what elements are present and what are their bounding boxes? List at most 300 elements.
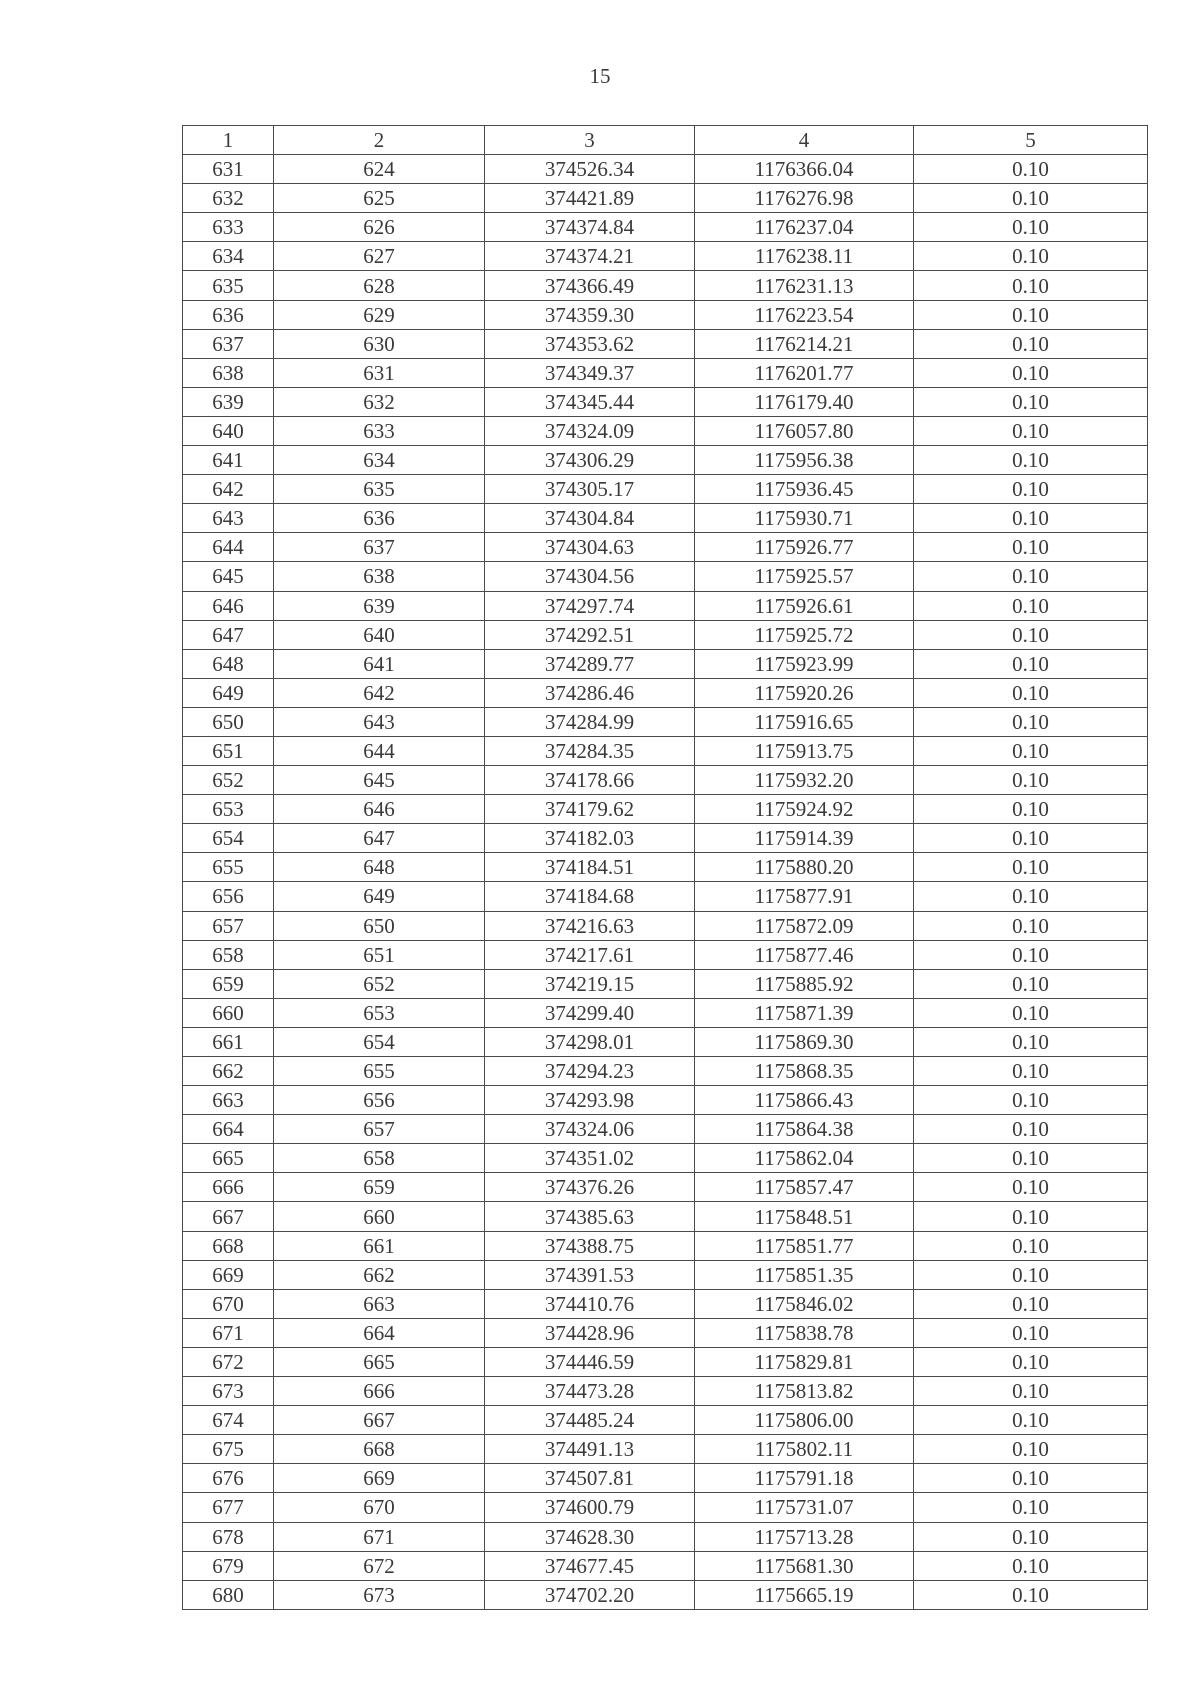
table-cell: 646 [274,795,485,824]
table-cell: 0.10 [914,562,1148,591]
table-cell: 1176179.40 [695,387,914,416]
table-cell: 679 [183,1551,274,1580]
table-row [183,184,1148,213]
table-cell: 659 [274,1173,485,1202]
table-cell: 1175846.02 [695,1289,914,1318]
table-cell: 1175936.45 [695,475,914,504]
table-row [183,1406,1148,1435]
table-cell: 0.10 [914,649,1148,678]
table-cell: 1175877.91 [695,882,914,911]
table-cell: 673 [274,1580,485,1609]
table-cell: 0.10 [914,1377,1148,1406]
table-cell: 637 [183,329,274,358]
table-row [183,1173,1148,1202]
table-cell: 0.10 [914,1406,1148,1435]
table-cell: 0.10 [914,678,1148,707]
table-cell: 664 [183,1115,274,1144]
table-cell: 651 [274,940,485,969]
table-row [183,329,1148,358]
table-cell: 0.10 [914,533,1148,562]
column-header: 5 [914,126,1148,155]
table-cell: 1175864.38 [695,1115,914,1144]
table-cell: 639 [183,387,274,416]
table-cell: 0.10 [914,736,1148,765]
table-cell: 641 [274,649,485,678]
table-cell: 374353.62 [485,329,695,358]
table-cell: 1176237.04 [695,213,914,242]
table-cell: 671 [274,1522,485,1551]
table-cell: 374507.81 [485,1464,695,1493]
table-cell: 1175872.09 [695,911,914,940]
table-cell: 669 [274,1464,485,1493]
table-cell: 661 [274,1231,485,1260]
table-cell: 1175806.00 [695,1406,914,1435]
table-cell: 374376.26 [485,1173,695,1202]
table-cell: 1176238.11 [695,242,914,271]
table-cell: 627 [274,242,485,271]
table-cell: 374298.01 [485,1027,695,1056]
table-cell: 0.10 [914,1464,1148,1493]
table-cell: 632 [183,184,274,213]
table-row [183,998,1148,1027]
table-row [183,1551,1148,1580]
table-row [183,1493,1148,1522]
table-cell: 1175829.81 [695,1347,914,1376]
table-cell: 668 [183,1231,274,1260]
table-cell: 638 [274,562,485,591]
table-cell: 1175838.78 [695,1318,914,1347]
table-row [183,562,1148,591]
coordinates-table-body [183,126,1148,1610]
table-cell: 663 [274,1289,485,1318]
table-cell: 0.10 [914,300,1148,329]
table-cell: 0.10 [914,184,1148,213]
table-row [183,271,1148,300]
table-cell: 374284.35 [485,736,695,765]
table-cell: 1175813.82 [695,1377,914,1406]
table-cell: 673 [183,1377,274,1406]
table-row [183,416,1148,445]
table-cell: 1175851.77 [695,1231,914,1260]
table-cell: 630 [274,329,485,358]
table-cell: 0.10 [914,620,1148,649]
table-cell: 0.10 [914,1202,1148,1231]
table-cell: 374182.03 [485,824,695,853]
table-row [183,620,1148,649]
table-row [183,1231,1148,1260]
table-cell: 0.10 [914,1493,1148,1522]
table-cell: 374702.20 [485,1580,695,1609]
page-number: 15 [589,64,611,88]
table-cell: 636 [183,300,274,329]
table-cell: 374217.61 [485,940,695,969]
table-cell: 1175871.39 [695,998,914,1027]
table-cell: 374491.13 [485,1435,695,1464]
table-cell: 667 [274,1406,485,1435]
table-cell: 662 [183,1057,274,1086]
table-row [183,1057,1148,1086]
table-cell: 648 [183,649,274,678]
table-cell: 1175868.35 [695,1057,914,1086]
table-cell: 624 [274,155,485,184]
column-header: 2 [274,126,485,155]
table-cell: 643 [183,504,274,533]
table-cell: 675 [183,1435,274,1464]
table-cell: 633 [274,416,485,445]
table-cell: 0.10 [914,1347,1148,1376]
coordinates-table [182,125,1148,1610]
table-cell: 0.10 [914,1115,1148,1144]
table-cell: 0.10 [914,591,1148,620]
table-cell: 1175924.92 [695,795,914,824]
table-cell: 634 [274,446,485,475]
table-cell: 0.10 [914,911,1148,940]
table-row [183,824,1148,853]
table-cell: 649 [183,678,274,707]
table-cell: 645 [274,766,485,795]
table-cell: 642 [183,475,274,504]
table-cell: 642 [274,678,485,707]
table-cell: 374184.68 [485,882,695,911]
table-cell: 374526.34 [485,155,695,184]
table-cell: 374179.62 [485,795,695,824]
table-cell: 374305.17 [485,475,695,504]
table-header-row [183,126,1148,155]
table-cell: 1175925.72 [695,620,914,649]
table-cell: 658 [183,940,274,969]
table-cell: 0.10 [914,446,1148,475]
table-cell: 0.10 [914,387,1148,416]
table-cell: 665 [183,1144,274,1173]
table-cell: 1176057.80 [695,416,914,445]
table-cell: 1175877.46 [695,940,914,969]
table-cell: 1175713.28 [695,1522,914,1551]
table-row [183,766,1148,795]
table-cell: 639 [274,591,485,620]
table-cell: 374385.63 [485,1202,695,1231]
table-row [183,1580,1148,1609]
table-cell: 374286.46 [485,678,695,707]
table-cell: 374293.98 [485,1086,695,1115]
table-cell: 659 [183,969,274,998]
table-cell: 637 [274,533,485,562]
table-row [183,1318,1148,1347]
table-cell: 655 [183,853,274,882]
table-cell: 1175665.19 [695,1580,914,1609]
table-cell: 0.10 [914,882,1148,911]
table-cell: 657 [183,911,274,940]
table-cell: 672 [183,1347,274,1376]
table-cell: 1176276.98 [695,184,914,213]
table-cell: 1176223.54 [695,300,914,329]
table-row [183,533,1148,562]
table-row [183,1464,1148,1493]
table-cell: 374184.51 [485,853,695,882]
table-cell: 374297.74 [485,591,695,620]
table-cell: 0.10 [914,416,1148,445]
table-row [183,387,1148,416]
table-cell: 1175916.65 [695,707,914,736]
table-cell: 625 [274,184,485,213]
table-row [183,940,1148,969]
table-cell: 663 [183,1086,274,1115]
table-cell: 374292.51 [485,620,695,649]
table-row [183,1435,1148,1464]
table-cell: 658 [274,1144,485,1173]
table-row [183,213,1148,242]
table-row [183,1086,1148,1115]
table-row [183,446,1148,475]
table-cell: 0.10 [914,795,1148,824]
table-cell: 1175920.26 [695,678,914,707]
table-cell: 1175862.04 [695,1144,914,1173]
table-cell: 1176201.77 [695,358,914,387]
table-cell: 0.10 [914,1144,1148,1173]
table-cell: 670 [183,1289,274,1318]
table-cell: 0.10 [914,1057,1148,1086]
table-cell: 669 [183,1260,274,1289]
table-cell: 1175848.51 [695,1202,914,1231]
table-row [183,1377,1148,1406]
table-row [183,1144,1148,1173]
table-cell: 374324.06 [485,1115,695,1144]
table-row [183,155,1148,184]
table-cell: 0.10 [914,1173,1148,1202]
table-row [183,678,1148,707]
table-row [183,911,1148,940]
table-cell: 374677.45 [485,1551,695,1580]
table-cell: 374216.63 [485,911,695,940]
table-cell: 0.10 [914,1318,1148,1347]
table-cell: 647 [183,620,274,649]
table-cell: 0.10 [914,1551,1148,1580]
table-cell: 626 [274,213,485,242]
table-cell: 1175857.47 [695,1173,914,1202]
table-cell: 662 [274,1260,485,1289]
table-cell: 1175802.11 [695,1435,914,1464]
table-cell: 653 [274,998,485,1027]
table-cell: 374421.89 [485,184,695,213]
table-cell: 647 [274,824,485,853]
table-cell: 0.10 [914,1580,1148,1609]
table-cell: 374304.63 [485,533,695,562]
table-row [183,1289,1148,1318]
table-cell: 666 [183,1173,274,1202]
table-cell: 0.10 [914,940,1148,969]
table-cell: 0.10 [914,1231,1148,1260]
table-cell: 0.10 [914,1289,1148,1318]
table-cell: 0.10 [914,707,1148,736]
table-cell: 635 [183,271,274,300]
table-cell: 374304.56 [485,562,695,591]
table-row [183,504,1148,533]
table-cell: 1175913.75 [695,736,914,765]
table-row [183,1202,1148,1231]
table-cell: 0.10 [914,1086,1148,1115]
table-cell: 0.10 [914,504,1148,533]
table-cell: 374345.44 [485,387,695,416]
table-cell: 640 [274,620,485,649]
table-cell: 676 [183,1464,274,1493]
table-cell: 635 [274,475,485,504]
table-cell: 374304.84 [485,504,695,533]
table-row [183,969,1148,998]
table-cell: 374219.15 [485,969,695,998]
table-cell: 668 [274,1435,485,1464]
table-cell: 1175885.92 [695,969,914,998]
table-cell: 374485.24 [485,1406,695,1435]
table-cell: 374349.37 [485,358,695,387]
table-cell: 1175851.35 [695,1260,914,1289]
table-cell: 1175956.38 [695,446,914,475]
table-row [183,649,1148,678]
table-cell: 374324.09 [485,416,695,445]
table-cell: 634 [183,242,274,271]
table-row [183,1115,1148,1144]
table-cell: 374391.53 [485,1260,695,1289]
table-cell: 374446.59 [485,1347,695,1376]
table-cell: 0.10 [914,766,1148,795]
table-cell: 0.10 [914,329,1148,358]
column-header: 4 [695,126,914,155]
table-cell: 660 [183,998,274,1027]
table-cell: 1175866.43 [695,1086,914,1115]
table-row [183,736,1148,765]
table-cell: 374473.28 [485,1377,695,1406]
table-cell: 374306.29 [485,446,695,475]
table-cell: 0.10 [914,1260,1148,1289]
table-cell: 1175925.57 [695,562,914,591]
table-row [183,795,1148,824]
table-cell: 656 [274,1086,485,1115]
table-cell: 374359.30 [485,300,695,329]
table-row [183,707,1148,736]
table-cell: 374374.21 [485,242,695,271]
table-cell: 654 [274,1027,485,1056]
table-cell: 656 [183,882,274,911]
table-cell: 629 [274,300,485,329]
table-cell: 666 [274,1377,485,1406]
table-row [183,1522,1148,1551]
table-cell: 0.10 [914,853,1148,882]
table-row [183,242,1148,271]
table-cell: 0.10 [914,1522,1148,1551]
table-cell: 648 [274,853,485,882]
table-cell: 645 [183,562,274,591]
table-cell: 654 [183,824,274,853]
table-cell: 1176214.21 [695,329,914,358]
table-cell: 636 [274,504,485,533]
table-cell: 0.10 [914,213,1148,242]
table-cell: 1175926.61 [695,591,914,620]
table-cell: 652 [274,969,485,998]
table-cell: 0.10 [914,271,1148,300]
table-cell: 374628.30 [485,1522,695,1551]
table-cell: 644 [183,533,274,562]
table-cell: 374351.02 [485,1144,695,1173]
table-cell: 374600.79 [485,1493,695,1522]
table-cell: 650 [183,707,274,736]
table-cell: 1175791.18 [695,1464,914,1493]
table-row [183,1260,1148,1289]
table-cell: 1175932.20 [695,766,914,795]
table-cell: 0.10 [914,1027,1148,1056]
table-cell: 651 [183,736,274,765]
table-row [183,853,1148,882]
table-cell: 678 [183,1522,274,1551]
table-cell: 374388.75 [485,1231,695,1260]
table-cell: 664 [274,1318,485,1347]
table-row [183,882,1148,911]
table-cell: 374299.40 [485,998,695,1027]
table-cell: 0.10 [914,998,1148,1027]
table-cell: 672 [274,1551,485,1580]
table-row [183,300,1148,329]
table-cell: 374178.66 [485,766,695,795]
table-cell: 631 [274,358,485,387]
table-cell: 652 [183,766,274,795]
table-cell: 655 [274,1057,485,1086]
table-cell: 644 [274,736,485,765]
table-row [183,1347,1148,1376]
column-header: 3 [485,126,695,155]
table-row [183,475,1148,504]
table-cell: 631 [183,155,274,184]
table-cell: 374410.76 [485,1289,695,1318]
table-cell: 0.10 [914,475,1148,504]
table-cell: 1175926.77 [695,533,914,562]
table-cell: 374428.96 [485,1318,695,1347]
table-cell: 665 [274,1347,485,1376]
table-cell: 1176231.13 [695,271,914,300]
table-cell: 1175880.20 [695,853,914,882]
table-cell: 374289.77 [485,649,695,678]
table-cell: 0.10 [914,969,1148,998]
column-header: 1 [183,126,274,155]
table-cell: 677 [183,1493,274,1522]
table-cell: 0.10 [914,358,1148,387]
table-cell: 1175923.99 [695,649,914,678]
table-cell: 667 [183,1202,274,1231]
table-cell: 1175731.07 [695,1493,914,1522]
table-cell: 633 [183,213,274,242]
table-cell: 0.10 [914,155,1148,184]
table-cell: 0.10 [914,824,1148,853]
table-cell: 374294.23 [485,1057,695,1086]
table-cell: 628 [274,271,485,300]
table-cell: 657 [274,1115,485,1144]
table-cell: 661 [183,1027,274,1056]
table-cell: 632 [274,387,485,416]
table-cell: 653 [183,795,274,824]
table-cell: 643 [274,707,485,736]
table-cell: 1175869.30 [695,1027,914,1056]
table-cell: 649 [274,882,485,911]
table-cell: 670 [274,1493,485,1522]
table-cell: 660 [274,1202,485,1231]
table-cell: 1175681.30 [695,1551,914,1580]
table-cell: 640 [183,416,274,445]
table-cell: 646 [183,591,274,620]
table-row [183,358,1148,387]
table-cell: 0.10 [914,1435,1148,1464]
table-cell: 374374.84 [485,213,695,242]
table-cell: 674 [183,1406,274,1435]
table-cell: 641 [183,446,274,475]
table-cell: 374366.49 [485,271,695,300]
table-cell: 374284.99 [485,707,695,736]
table-cell: 1175930.71 [695,504,914,533]
